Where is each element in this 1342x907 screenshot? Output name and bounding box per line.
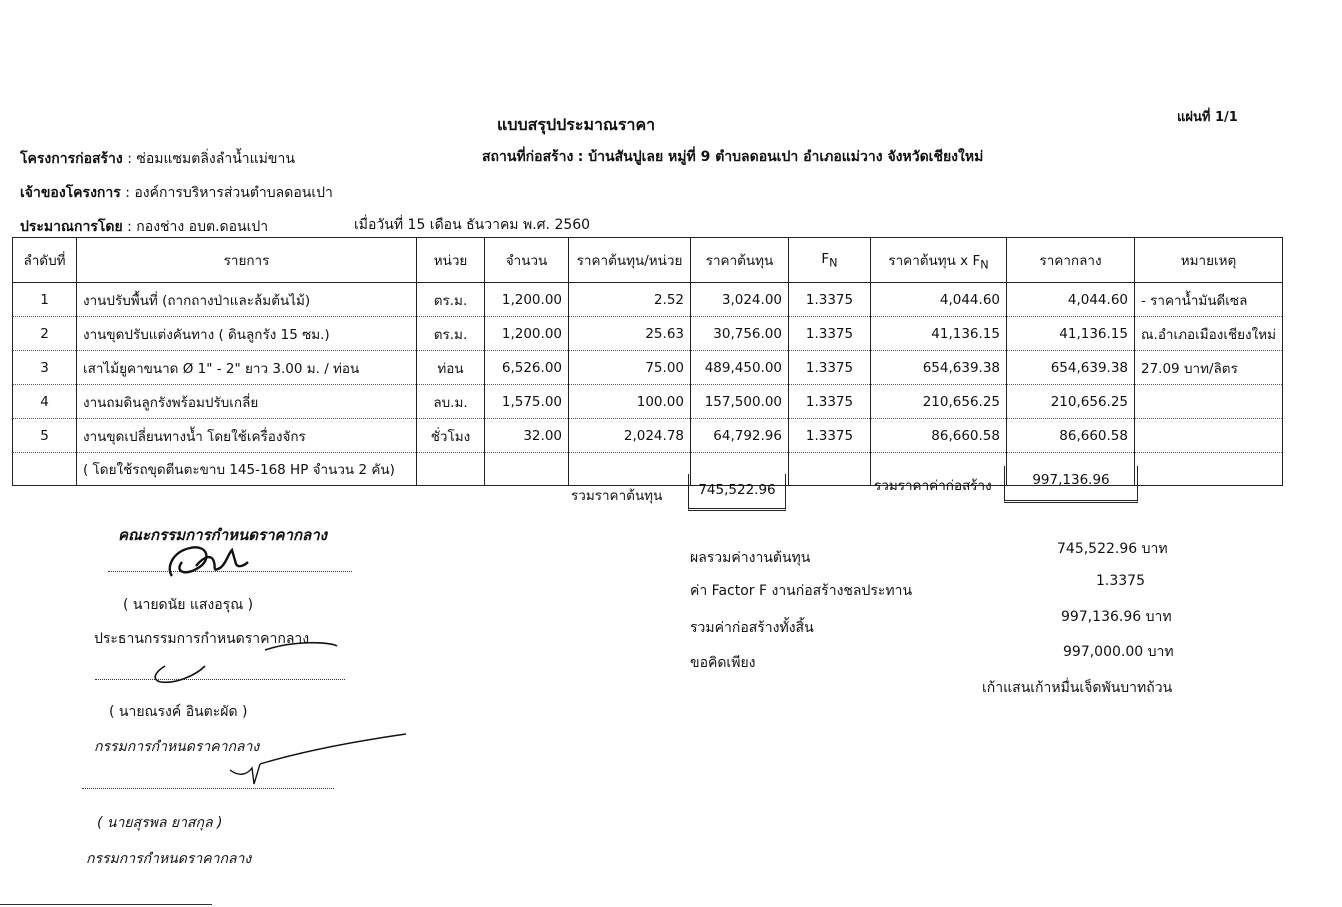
total-build-value: 997,136.96 บาท (1061, 609, 1172, 625)
col-header-unit-cost: ราคาต้นทุน/หน่วย (569, 238, 691, 283)
cell-fn: 1.3375 (789, 351, 871, 385)
project-line (20, 148, 295, 170)
member-1-role: ประธานกรรมการกำหนดราคากลาง (94, 631, 310, 647)
cell-qty: 1,200.00 (485, 283, 569, 317)
total-cost-value: 745,522.96 บาท (1057, 541, 1168, 557)
committee-title: คณะกรรมการกำหนดราคากลาง (118, 526, 327, 544)
site-value: : บ้านสันปูเลย หมู่ที่ 9 ตำบลดอนเปา อำเภอแม่วาง จังหวัดเชียงใหม่ (577, 149, 984, 165)
cell-unit: ลบ.ม. (417, 385, 485, 419)
member-1-name: ( นายดนัย แสงอรุณ ) (123, 597, 254, 613)
owner-label: เจ้าของโครงการ (20, 185, 121, 201)
factor-value: 1.3375 (1096, 573, 1145, 589)
cell-cost: 157,500.00 (691, 385, 789, 419)
cell-remark: - ราคาน้ำมันดีเซล (1135, 283, 1283, 317)
amount-in-words: เก้าแสนเก้าหมื่นเจ็ดพันบาทถ้วน (982, 680, 1173, 696)
cell-cost: 64,792.96 (691, 419, 789, 453)
col-header-median-price: ราคากลาง (1007, 238, 1135, 283)
table-cell (485, 453, 569, 486)
cell-item: งานขุดปรับแต่งคันทาง ( ดินลูกรัง 15 ซม.) (77, 317, 417, 351)
site-line (482, 146, 983, 168)
col-header-remark: หมายเหตุ (1135, 238, 1283, 283)
cell-median-price: 210,656.25 (1007, 385, 1135, 419)
sum-cost-value: 745,522.96 (688, 474, 786, 511)
table-cell (1135, 453, 1283, 486)
table-note: ( โดยใช้รถขุดตีนตะขาบ 145-168 HP จำนวน 2 คัน) (77, 453, 417, 486)
cell-unit: ท่อน (417, 351, 485, 385)
signature-1-icon (162, 538, 252, 582)
estimator-label: ประมาณการโดย (20, 219, 123, 235)
cell-median-price: 4,044.60 (1007, 283, 1135, 317)
sheet-number: แผ่นที่ 1/1 (1177, 110, 1238, 125)
table-row (13, 385, 1283, 419)
cell-no: 1 (13, 283, 77, 317)
rounded-value: 997,000.00 บาท (1063, 644, 1174, 660)
table-row (13, 283, 1283, 317)
cell-qty: 1,575.00 (485, 385, 569, 419)
cell-qty: 1,200.00 (485, 317, 569, 351)
factor-label: ค่า Factor F งานก่อสร้างชลประทาน (690, 583, 913, 599)
cell-remark: 27.09 บาท/ลิตร (1135, 351, 1283, 385)
estimator-line (20, 216, 268, 238)
cell-cost-fn: 4,044.60 (871, 283, 1007, 317)
cell-no: 2 (13, 317, 77, 351)
cell-unit-cost: 2.52 (569, 283, 691, 317)
owner-line (20, 182, 333, 204)
estimator-value: : กองช่าง อบต.ดอนเปา (127, 219, 269, 235)
table-header-row (13, 238, 1283, 283)
col-header-unit: หน่วย (417, 238, 485, 283)
table-row (13, 351, 1283, 385)
total-build-label: รวมค่าก่อสร้างทั้งสิ้น (690, 620, 814, 636)
col-header-qty: จำนวน (485, 238, 569, 283)
signature-3-icon (190, 730, 410, 790)
cell-unit-cost: 2,024.78 (569, 419, 691, 453)
cell-fn: 1.3375 (789, 317, 871, 351)
cell-no: 4 (13, 385, 77, 419)
owner-value: : องค์การบริหารส่วนตำบลดอนเปา (125, 185, 333, 201)
project-label: โครงการก่อสร้าง (20, 151, 123, 167)
member-2-name: ( นายณรงค์ อินตะผัด ) (109, 704, 248, 720)
cell-unit: ชั่วโมง (417, 419, 485, 453)
total-cost-label: ผลรวมค่างานต้นทุน (690, 550, 811, 566)
sum-cost-label: รวมราคาต้นทุน (571, 488, 663, 504)
cell-cost: 489,450.00 (691, 351, 789, 385)
cell-median-price: 41,136.15 (1007, 317, 1135, 351)
table-row (13, 419, 1283, 453)
cell-qty: 6,526.00 (485, 351, 569, 385)
cell-item: งานขุดเปลี่ยนทางน้ำ โดยใช้เครื่องจักร (77, 419, 417, 453)
cell-item: งานถมดินลูกรังพร้อมปรับเกลี่ย (77, 385, 417, 419)
table-row (13, 317, 1283, 351)
cell-unit-cost: 25.63 (569, 317, 691, 351)
cell-cost-fn: 654,639.38 (871, 351, 1007, 385)
estimate-date: เมื่อวันที่ 15 เดือน ธันวาคม พ.ศ. 2560 (354, 217, 591, 233)
cell-unit-cost: 75.00 (569, 351, 691, 385)
cell-fn: 1.3375 (789, 283, 871, 317)
member-2-role: กรรมการกำหนดราคากลาง (94, 739, 260, 755)
cell-item: เสาไม้ยูคาขนาด Ø 1" - 2" ยาว 3.00 ม. / ท่อน (77, 351, 417, 385)
cell-cost: 3,024.00 (691, 283, 789, 317)
document-title: แบบสรุปประมาณราคา (497, 115, 656, 134)
cell-fn: 1.3375 (789, 419, 871, 453)
cell-no: 5 (13, 419, 77, 453)
project-value: : ซ่อมแซมตลิ่งลำน้ำแม่ขาน (127, 151, 295, 167)
col-header-item: รายการ (77, 238, 417, 283)
cell-remark (1135, 419, 1283, 453)
cell-cost: 30,756.00 (691, 317, 789, 351)
cell-fn: 1.3375 (789, 385, 871, 419)
cell-qty: 32.00 (485, 419, 569, 453)
member-3-name: ( นายสุรพล ยาสกุล ) (97, 815, 223, 831)
col-header-cost-fn: ราคาต้นทุน x $F_N$ (871, 238, 1007, 283)
cell-median-price: 654,639.38 (1007, 351, 1135, 385)
footer-rule (0, 904, 212, 905)
cell-unit: ตร.ม. (417, 317, 485, 351)
cell-cost-fn: 210,656.25 (871, 385, 1007, 419)
col-header-fn: $F_N$ (789, 238, 871, 283)
site-label: สถานที่ก่อสร้าง (482, 149, 574, 165)
cell-median-price: 86,660.58 (1007, 419, 1135, 453)
cell-cost-fn: 86,660.58 (871, 419, 1007, 453)
signature-2-icon (145, 636, 345, 686)
col-header-no: ลำดับที่ (13, 238, 77, 283)
cell-remark (1135, 385, 1283, 419)
cell-no: 3 (13, 351, 77, 385)
table-cell (569, 453, 691, 486)
member-3-role: กรรมการกำหนดราคากลาง (86, 851, 252, 867)
sum-build-label: รวมราคาค่าก่อสร้าง (874, 478, 992, 494)
cell-unit-cost: 100.00 (569, 385, 691, 419)
col-header-cost: ราคาต้นทุน (691, 238, 789, 283)
table-cell (13, 453, 77, 486)
cell-remark: ณ.อำเภอเมืองเชียงใหม่ (1135, 317, 1283, 351)
table-cell (789, 453, 871, 486)
cell-unit: ตร.ม. (417, 283, 485, 317)
rounded-label: ขอคิดเพียง (690, 655, 756, 671)
sum-build-value: 997,136.96 (1004, 466, 1138, 503)
cost-summary-table (12, 237, 1283, 486)
cell-item: งานปรับพื้นที่ (ถากถางป่าและล้มต้นไม้) (77, 283, 417, 317)
table-cell (417, 453, 485, 486)
cell-cost-fn: 41,136.15 (871, 317, 1007, 351)
